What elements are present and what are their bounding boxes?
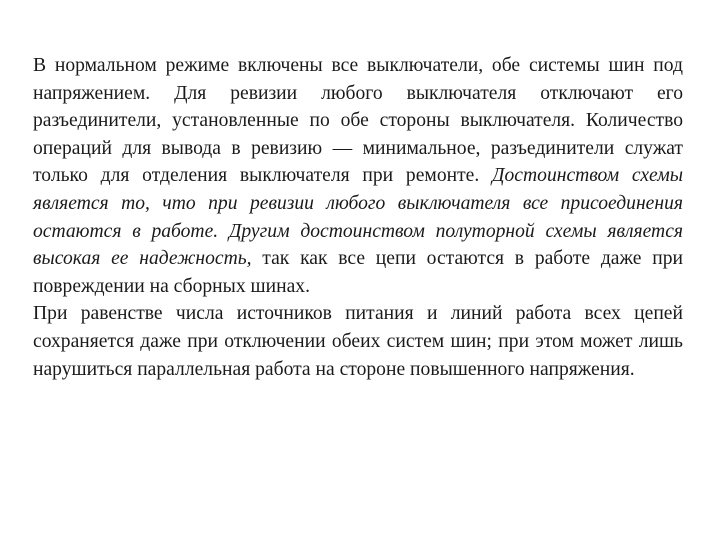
paragraph-1-text: В нормальном режиме включены все выключатели, обе системы шин под напряжением. Для ревизии любого выключателя отключают его разъединители, установленные по обе стороны выключателя. Количество операций для вывода в ревизию — минимальное, разъединители служат только для отделения выключателя при ремонте.: [33, 55, 683, 187]
text-block: [33, 52, 683, 383]
paragraph-1-italic-text: Достоинством схемы является то, что при ревизии любого выключателя все присоединения остаются в работе. Другим достоинством полуторной схемы является высокая ее надежность,: [33, 165, 683, 270]
paragraph-2: При равенстве числа источников питания и линий работа всех цепей сохраняется даже при отключении обеих систем шин; при этом может лишь нарушиться параллельная работа на стороне повышенного напряжения.: [33, 303, 683, 380]
paragraph-1: [33, 52, 683, 300]
paragraph-1-text-end: так как все цепи остаются в работе даже при повреждении на сборных шинах.: [33, 248, 683, 297]
